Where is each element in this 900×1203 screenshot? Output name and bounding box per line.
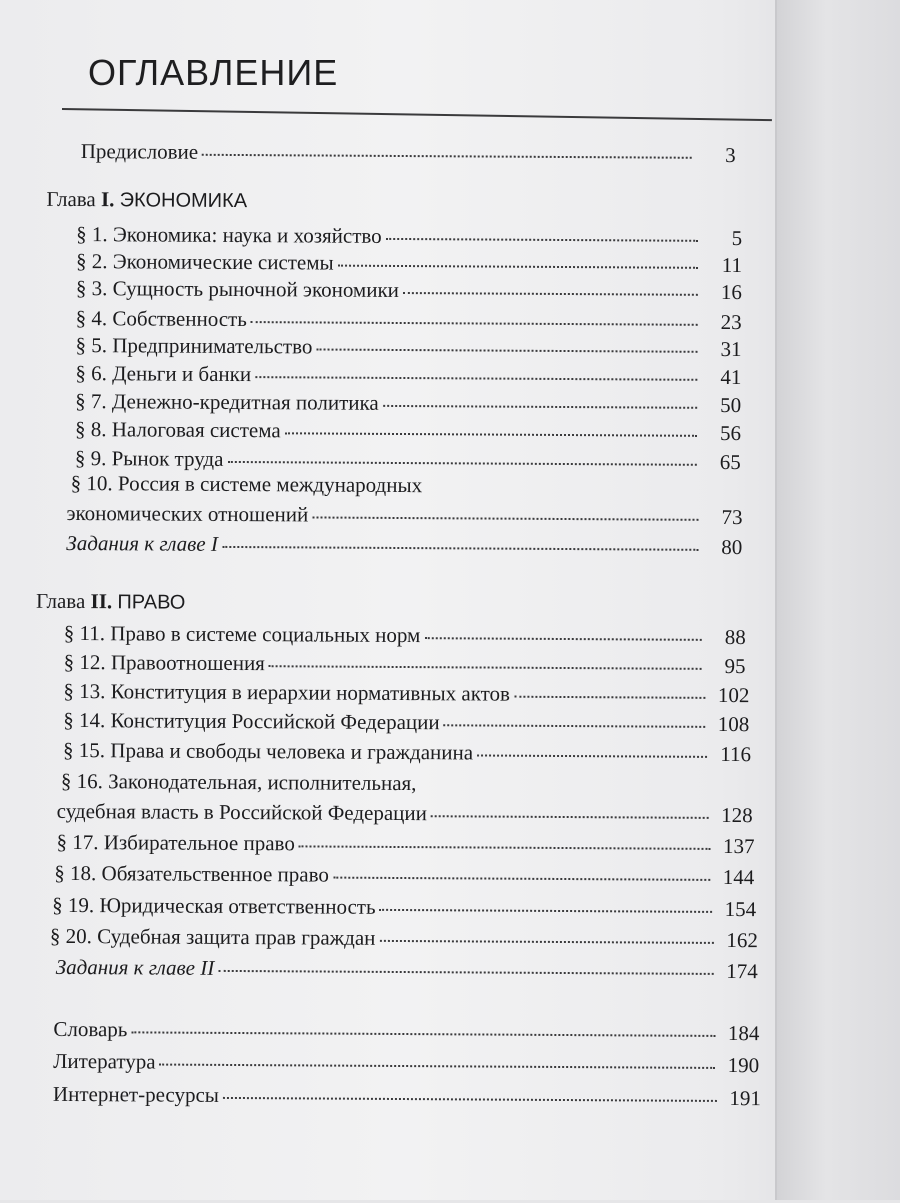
toc-entry-label: § 8. Налоговая система [74,417,281,443]
toc-entry [76,275,742,305]
toc-entry [54,860,754,890]
toc-entry [75,360,741,390]
toc-entry-label: § 5. Предпринимательство [75,333,313,359]
toc-entry-page: 190 [727,1053,760,1078]
leader-dots [333,873,710,881]
chapter-prefix: Глава [46,186,96,212]
toc-entry-page: 95 [724,653,746,679]
leader-dots [316,344,697,352]
leader-dots [424,633,701,641]
toc-entry-page: 162 [726,928,759,953]
toc-entry-label: Задания к главе I [66,530,218,556]
toc-entry-page: 50 [720,392,742,418]
toc-entry-page: 56 [719,420,742,446]
toc-entry-first-line: § 16. Законодательная, исполнительная, [60,768,417,796]
leader-dots [379,936,714,944]
toc-entry-page: 88 [724,624,746,650]
toc-entry-tasks [66,530,742,560]
toc-entry-page: 154 [724,896,757,922]
toc-entry-label: § 13. Конституция в иерархии нормативных актов [63,678,511,706]
toc-entry-page: 65 [719,449,741,475]
toc-entry-page: 73 [721,504,743,530]
toc-entry-label: экономических отношений [66,500,309,527]
leader-dots [255,372,697,381]
leader-dots [131,1027,715,1037]
chapter-name: ПРАВО [117,591,186,614]
toc-entry [63,678,749,708]
toc-entry-label: § 19. Юридическая ответственность [52,892,376,919]
leader-dots [477,750,707,757]
toc-entry-label: § 9. Рынок труда [74,446,224,471]
toc-entry-preface [81,138,736,168]
toc-entry [50,923,758,953]
leader-dots [285,428,697,437]
toc-entry-page: 116 [720,741,752,767]
toc-entry-page: 128 [721,802,753,828]
chapter-name: ЭКОНОМИКА [119,189,248,213]
toc-entry [76,221,742,251]
toc-entry-label: § 11. Право в системе социальных норм [63,620,421,648]
toc-entry [64,620,746,650]
toc-entry-page: 11 [721,252,743,278]
toc-entry-page: 174 [726,959,758,984]
chapter-number: I. [100,187,115,212]
toc-entry [75,388,741,418]
toc-entry-label: Предисловие [80,139,199,164]
toc-entry-page: 102 [717,682,750,708]
toc-entry-label: § 6. Деньги и банки [75,361,252,387]
toc-entry-label: Литература [53,1048,156,1074]
toc-entry-page: 3 [725,142,736,168]
toc-title: ОГЛАВЛЕНИЕ [88,52,339,93]
toc-entry-label: § 4. Собственность [75,306,247,332]
toc-entry-tasks [56,954,758,984]
toc-entry-page: 191 [729,1086,762,1111]
toc-entry-page: 144 [722,864,755,890]
toc-entry-first-line: § 10. Россия в системе международных [70,470,423,498]
leader-dots [222,542,698,551]
leader-dots [160,1060,716,1069]
toc-entry-page: 23 [720,309,742,335]
toc-entry-label: § 2. Экономические системы [75,249,334,275]
toc-entry [75,416,741,446]
leader-dots [431,811,709,819]
toc-entry-label: § 7. Денежно-кредитная политика [75,389,379,415]
leader-dots [403,288,698,296]
leader-dots [386,234,699,242]
toc-entry-continuation [66,500,742,530]
toc-entry-page: 137 [722,833,755,859]
toc-entry-page: 5 [731,226,743,251]
toc-entry-label: Задания к главе II [55,954,215,980]
leader-dots [251,317,698,326]
toc-entry [76,305,742,335]
toc-entry-label: § 12. Правоотношения [63,649,265,676]
leader-dots [312,512,698,520]
toc-entry-label: Интернет-ресурсы [52,1081,219,1107]
chapter-heading-1 [46,186,247,214]
toc-entry-label: § 3. Сущность рыночной экономики [75,276,400,302]
toc-entry-glossary [53,1016,759,1046]
toc-entry [56,829,754,859]
toc-entry-label: судебная власть в Российской Федерации [56,798,428,826]
toc-entry-label: § 15. Права и свободы человека и гражданина [63,737,474,765]
leader-dots [223,1093,717,1102]
toc-entry-label: Словарь [53,1016,128,1042]
toc-entry-page: 80 [721,534,743,560]
leader-dots [514,692,705,699]
toc-entry [76,248,742,278]
chapter-number: II. [90,589,113,614]
leader-dots [227,457,696,466]
leader-dots [299,841,711,850]
toc-entry [64,649,746,679]
chapter-prefix: Глава [35,588,86,614]
toc-entry [75,332,741,362]
toc-entry [63,737,751,767]
toc-entry-label: § 1. Экономика: наука и хозяйство [76,222,382,248]
toc-entry-page: 41 [720,364,742,390]
toc-entry [63,707,749,737]
toc-entry-page: 31 [720,336,742,362]
toc-entry-label: § 17. Избирательное право [56,829,295,856]
toc-entry-label: § 14. Конституция Российской Федерации [63,707,440,735]
chapter-heading-2 [36,588,186,616]
toc-entry-continuation [57,798,753,828]
toc-entry-page: 16 [720,279,742,305]
leader-dots [218,966,713,975]
toc-entry-internet-resources [53,1081,761,1111]
toc-entry-label: § 18. Обязательственное право [54,860,330,887]
leader-dots [444,720,706,728]
toc-entry-page: 184 [727,1021,760,1046]
leader-dots [338,261,698,269]
toc-entry [52,892,756,922]
leader-dots [269,661,702,670]
leader-dots [202,150,692,159]
leader-dots [380,905,713,913]
leader-dots [383,401,697,409]
toc-entry-page: 108 [717,711,750,737]
toc-entry-label: § 20. Судебная защита прав граждан [49,923,376,950]
toc-entry-literature [53,1048,759,1078]
